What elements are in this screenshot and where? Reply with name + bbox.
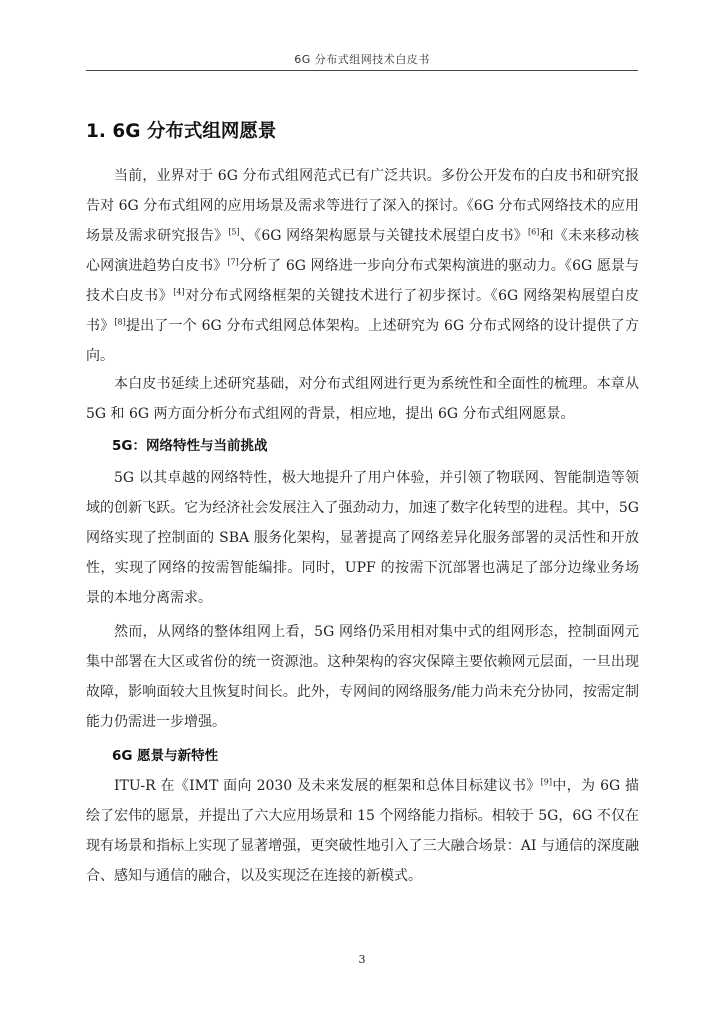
paragraph-text: 当前，业界对于 6G 分布式组网范式已有广泛共识。多份公开发布的白皮书和研究报告对 6G 分布式组网的应用场景及需求等进行了深入的探讨。《6G 分布式网络技术的应用场景及需求研究报告》 bbox=[86, 168, 639, 244]
paragraph-text: ITU-R 在《IMT 面向 2030 及未来发展的框架和总体目标建议书》 bbox=[114, 778, 541, 794]
paragraph-text: 对分布式网络框架的关键技术进行了初步探讨。《6G 网络架构展望白皮书》 bbox=[86, 288, 639, 334]
header-divider bbox=[86, 70, 638, 71]
paragraph-5g-features: 5G 以其卓越的网络特性，极大地提升了用户体验，并引领了物联网、智能制造等领域的创新飞跃。它为经济社会发展注入了强劲动力，加速了数字化转型的进程。其中，5G 网络实现了控制面的 SBA 服务化架构，显著提高了网络差异化服务部署的灵活性和开放性，实现了网络的按需智能编排。同时，UPF 的按需下沉部署也满足了部分边缘业务场景的本地分离需求。 bbox=[86, 470, 639, 606]
paragraph-6g-vision bbox=[86, 771, 639, 891]
paragraph-intro bbox=[86, 161, 639, 371]
paragraph-5g-challenges: 然而，从网络的整体组网上看，5G 网络仍采用相对集中式的组网形态，控制面网元集中部署在大区或省份的统一资源池。这种架构的容灾保障主要依赖网元层面，一旦出现故障，影响面较大且恢复时间长。此外，专网间的网络服务/能力尚未充分协同，按需定制能力仍需进一步增强。 bbox=[86, 624, 639, 730]
page-number: 3 bbox=[358, 953, 366, 966]
paragraph-text: 、《6G 网络架构愿景与关键技术展望白皮书》 bbox=[239, 228, 529, 244]
subheading-5g: 5G：网络特性与当前挑战 bbox=[112, 438, 268, 454]
paragraph-text: 中，为 6G 描绘了宏伟的愿景，并提出了六大应用场景和 15 个网络能力指标。相较于 5G，6G 不仅在现有场景和指标上实现了显著增强，更突破性地引入了三大融合场景：AI 与通信的深度融合、感知与通信的融合，以及实现泛在连接的新模式。 bbox=[86, 778, 639, 884]
section-title: 1. 6G 分布式组网愿景 bbox=[86, 121, 277, 142]
citation-ref: [9] bbox=[540, 777, 552, 787]
citation-ref: [7] bbox=[227, 257, 239, 267]
paragraph-scope: 本白皮书延续上述研究基础，对分布式组网进行更为系统性和全面性的梳理。本章从 5G 和 6G 两方面分析分布式组网的背景，相应地，提出 6G 分布式组网愿景。 bbox=[86, 376, 639, 422]
citation-ref: [8] bbox=[114, 317, 126, 327]
citation-ref: [6] bbox=[528, 227, 540, 237]
subheading-6g: 6G 愿景与新特性 bbox=[112, 748, 219, 764]
paragraph-text: 提出了一个 6G 分布式组网总体架构。上述研究为 6G 分布式网络的设计提供了方向。 bbox=[86, 318, 639, 364]
running-header: 6G 分布式组网技术白皮书 bbox=[294, 53, 430, 66]
paragraph-text: 和《未来移动核心网演进趋势白皮书》 bbox=[86, 228, 640, 274]
citation-ref: [4] bbox=[173, 287, 185, 297]
citation-ref: [5] bbox=[228, 227, 240, 237]
paragraph-text: 分析了 6G 网络进一步向分布式架构演进的驱动力。《6G 愿景与技术白皮书》 bbox=[86, 258, 640, 304]
